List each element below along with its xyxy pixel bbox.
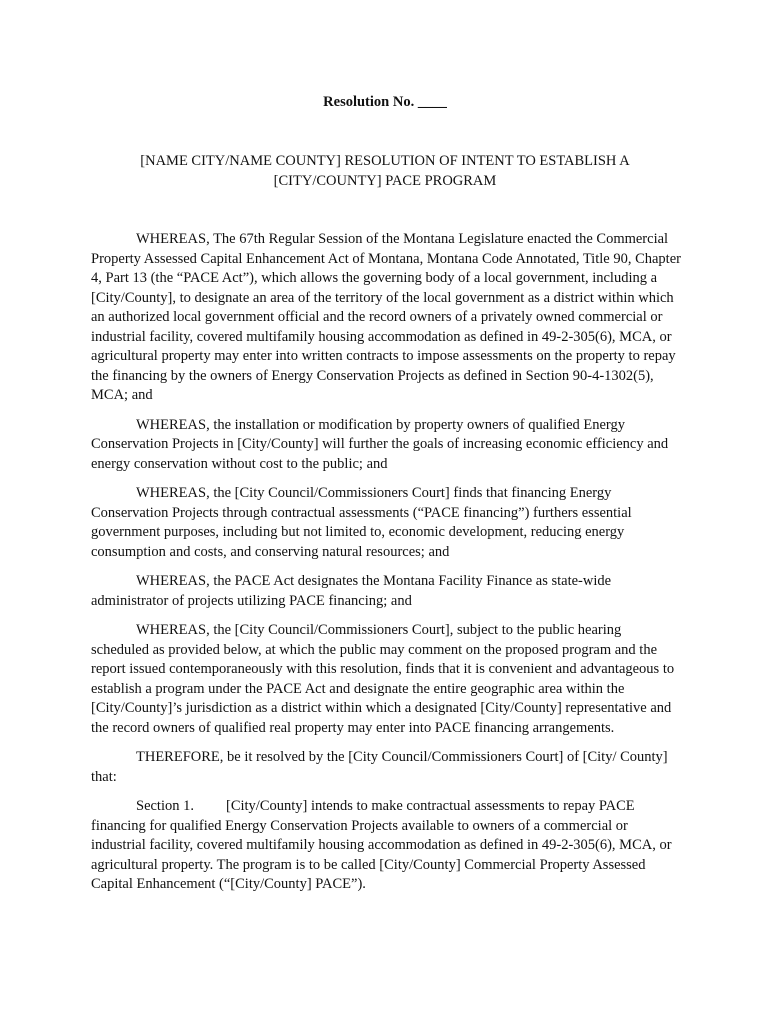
section-1-label: Section 1. (136, 798, 194, 814)
section-1-paragraph (91, 797, 681, 895)
whereas-paragraph-2: WHEREAS, the installation or modification by property owners of qualified Energy Conservation Projects in [City/County] will further the goals of increasing economic efficiency and energy conservation without cost to the public; and (91, 416, 669, 472)
resolution-title (100, 152, 670, 191)
whereas-paragraph-5: WHEREAS, the [City Council/Commissioners Court], subject to the public hearing scheduled as provided below, at which the public may comment on the proposed program and the report issued contemporaneously with this resolution, finds that it is convenient and advantageous to establish a program under the PACE Act and designate the entire geographic area within the [City/County]’s jurisdiction as a district within which a designated [City/County] representative and the record owners of qualified real property may enter into PACE financing arrangements. (91, 622, 675, 736)
therefore-paragraph: THEREFORE, be it resolved by the [City Council/Commissioners Court] of [City/ County] that: (91, 749, 668, 785)
whereas-paragraph-3: WHEREAS, the [City Council/Commissioners Court] finds that financing Energy Conservation Projects through contractual assessments (“PACE financing”) furthers essential government purposes, including but not limited to, economic development, reducing energy consumption and costs, and conserving natural resources; and (91, 485, 632, 560)
title-line-2: [CITY/COUNTY] PACE PROGRAM (273, 172, 497, 189)
whereas-paragraph-1: WHEREAS, The 67th Regular Session of the Montana Legislature enacted the Commercial Property Assessed Capital Enhancement Act of Montana, Montana Code Annotated, Title 90, Chapter 4, Part 13 (the “PACE Act”), which allows the governing body of a local government, including a [City/County], to designate an area of the territory of the local government as a district within which an authorized local government official and the record owners of a privately owned commercial or industrial facility, covered multifamily housing accommodation as defined in 49-2-305(6), MCA, or agricultural property may enter into written contracts to impose assessments on the property to repay the financing by the owners of Energy Conservation Projects as defined in Section 90-4-1302(5), MCA; and (91, 231, 681, 403)
whereas-paragraph-4: WHEREAS, the PACE Act designates the Montana Facility Finance as state-wide administrator of projects utilizing PACE financing; and (91, 573, 612, 609)
section-1-text: [City/County] intends to make contractual assessments to repay PACE financing for qualified Energy Conservation Projects available to owners of a commercial or industrial facility, covered multifamily housing accommodation as defined in 49-2-305(6), MCA, or agricultural property. The program is to be called [City/County] Commercial Property Assessed Capital Enhancement (“[City/County] PACE”). (91, 798, 672, 892)
resolution-body (91, 230, 681, 905)
resolution-number: Resolution No. ____ (323, 94, 447, 110)
title-line-1: [NAME CITY/NAME COUNTY] RESOLUTION OF INTENT TO ESTABLISH A (140, 153, 630, 169)
